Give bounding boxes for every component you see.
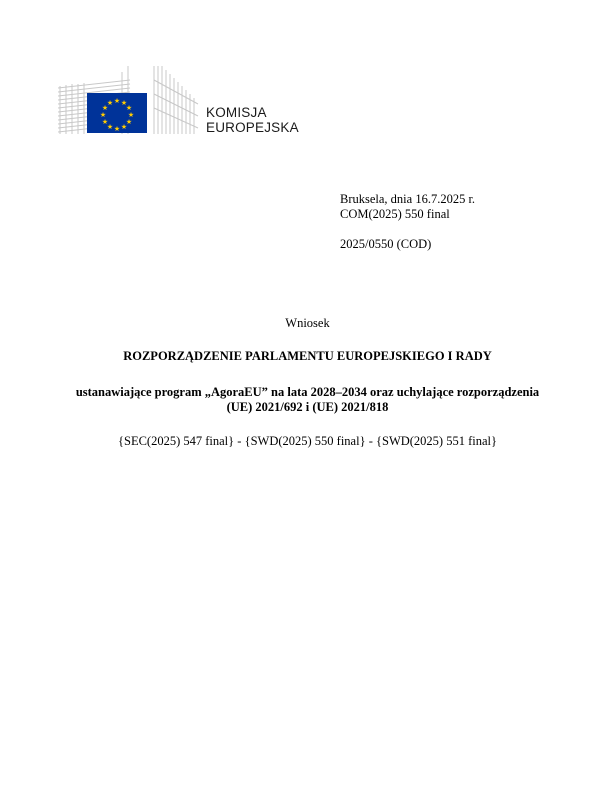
place-date: Bruksela, dnia 16.7.2025 r. [340,192,476,206]
svg-text:★: ★ [120,123,128,131]
organization-name [206,105,299,135]
document-meta [340,192,475,252]
svg-text:★: ★ [113,125,121,133]
document-subtitle [0,385,615,415]
organization-name-line2: EUROPEJSKA [206,120,299,135]
document-subtitle-line1: ustanawiające program „AgoraEU” na lata 2028–2034 oraz uchylające rozporządzenia [75,385,540,399]
svg-text:★: ★ [127,111,135,119]
svg-text:★: ★ [101,118,109,126]
organization-name-line1: KOMISJA [206,105,267,120]
svg-text:★: ★ [106,99,114,107]
svg-text:★: ★ [106,123,114,131]
svg-text:★: ★ [99,111,107,119]
svg-text:★: ★ [125,118,133,126]
svg-text:★: ★ [125,104,133,112]
document-references: {SEC(2025) 547 final} - {SWD(2025) 550 final} - {SWD(2025) 551 final} [118,434,497,448]
procedure-number: 2025/0550 (COD) [340,237,432,251]
document-type: Wniosek [285,316,330,330]
document-subtitle-line2: (UE) 2021/692 i (UE) 2021/818 [226,400,389,414]
svg-text:★: ★ [120,99,128,107]
document-title: ROZPORZĄDZENIE PARLAMENTU EUROPEJSKIEGO I RADY [123,349,492,363]
com-reference: COM(2025) 550 final [340,207,450,221]
european-commission-logo [58,64,208,136]
svg-text:★: ★ [113,97,121,105]
svg-text:★: ★ [101,104,109,112]
eu-flag-building-logo-icon [58,64,208,136]
